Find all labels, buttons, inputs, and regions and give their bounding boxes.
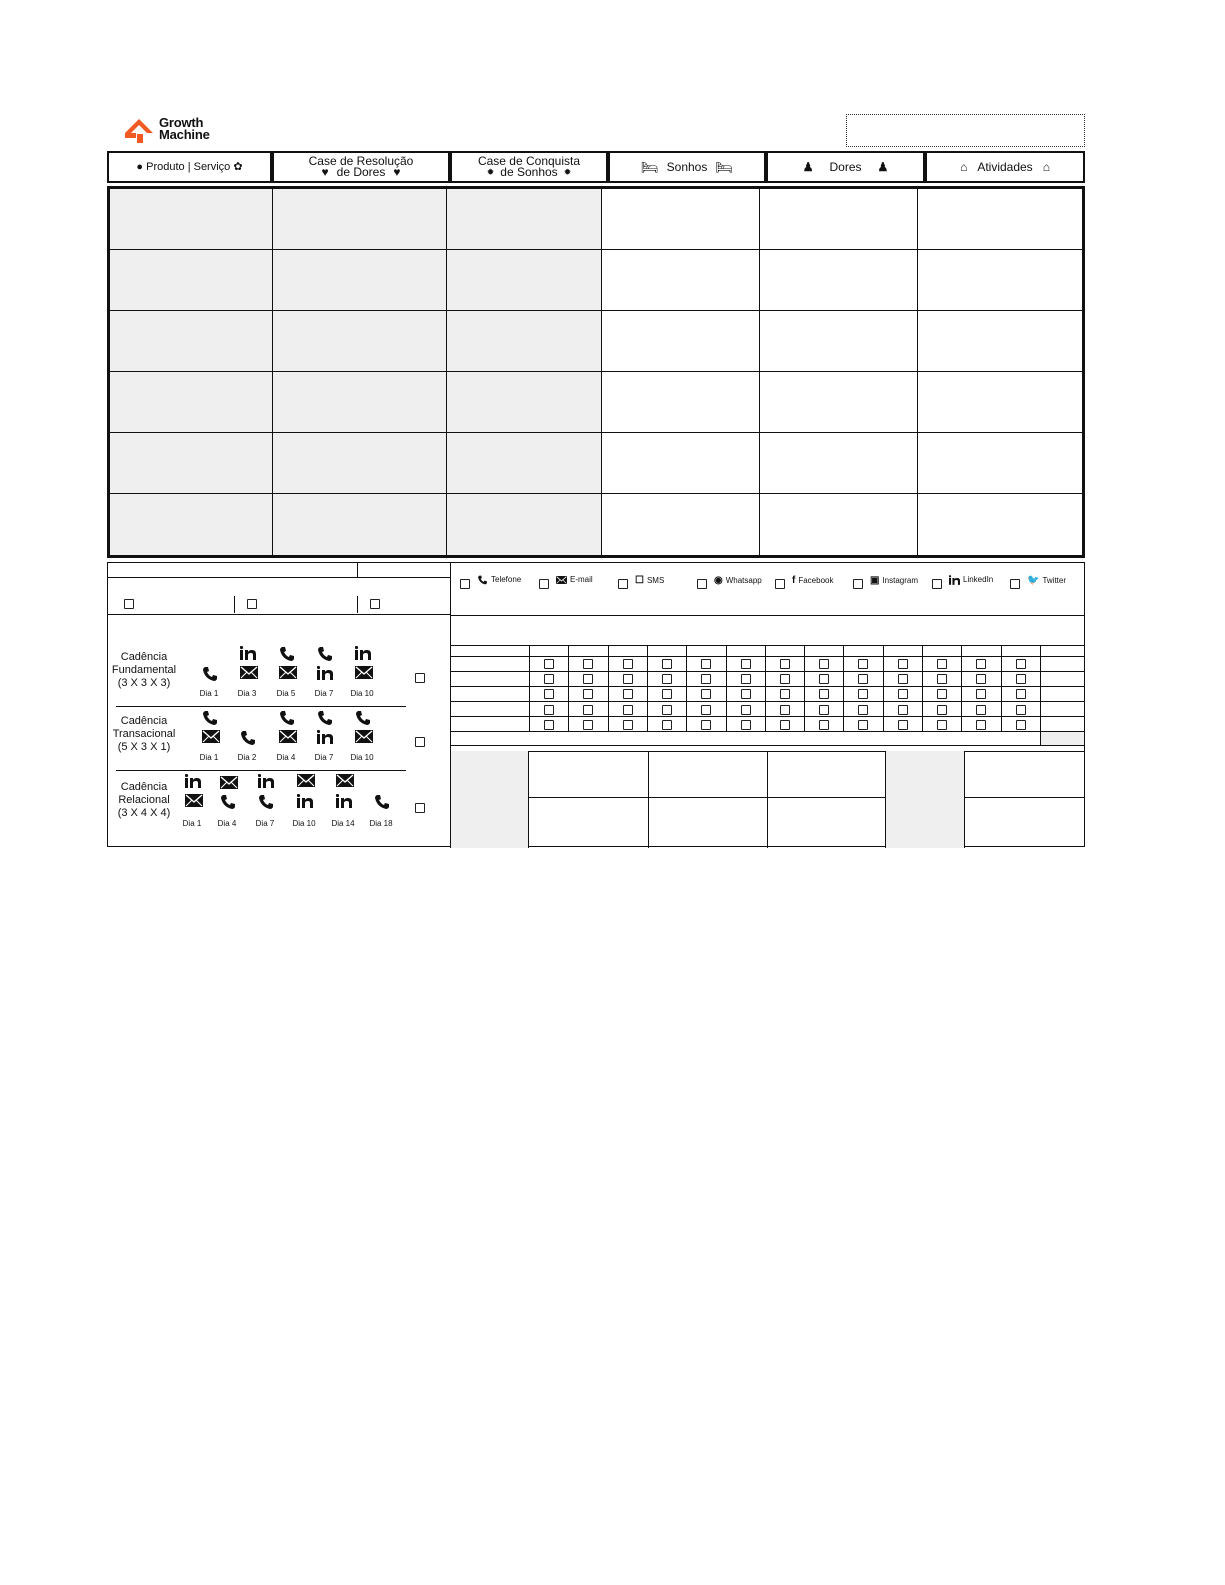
activity-checkbox[interactable] (741, 705, 751, 715)
activity-checkbox[interactable] (701, 705, 711, 715)
grid-cell[interactable] (602, 494, 760, 555)
phone-icon (220, 794, 236, 815)
activity-checkbox[interactable] (858, 705, 868, 715)
email-icon (185, 794, 203, 812)
cadence-day-label: Dia 4 (217, 819, 237, 828)
grid-cell[interactable] (273, 311, 447, 372)
grid-cell[interactable] (110, 372, 273, 433)
channel-e-mail: E-mail (556, 575, 593, 585)
cadence-day-label: Dia 7 (255, 819, 275, 828)
activity-checkbox[interactable] (662, 674, 672, 684)
grid-cell[interactable] (447, 433, 602, 494)
activity-checkbox[interactable] (583, 720, 593, 730)
activity-checkbox[interactable] (544, 689, 554, 699)
activity-checkbox[interactable] (741, 689, 751, 699)
grid-cell[interactable] (760, 433, 918, 494)
cadence-day-label: Dia 14 (331, 819, 355, 828)
grid-cell[interactable] (918, 189, 1082, 250)
cadence-checkbox[interactable] (415, 803, 425, 813)
activity-checkbox[interactable] (583, 674, 593, 684)
grid-cell[interactable] (273, 372, 447, 433)
linkedin-icon (258, 774, 274, 793)
grid-cell[interactable] (110, 189, 273, 250)
growth-machine-logo (124, 116, 244, 146)
star-icon: ✹ (486, 167, 495, 177)
cadence-day-label: Dia 1 (199, 689, 219, 698)
activity-checkbox[interactable] (937, 720, 947, 730)
header-sonhos: 🛏 Sonhos 🛏 (608, 151, 766, 183)
grid-cell[interactable] (918, 433, 1082, 494)
activity-checkbox[interactable] (623, 689, 633, 699)
activity-checkbox[interactable] (819, 720, 829, 730)
grid-cell[interactable] (602, 433, 760, 494)
channel-checkbox-twitter[interactable] (1010, 579, 1020, 589)
option-checkbox-1[interactable] (124, 599, 134, 609)
grid-cell[interactable] (447, 494, 602, 555)
star-icon: ✹ (563, 167, 572, 177)
whatsapp-icon: ◉ (714, 575, 723, 586)
grid-cell[interactable] (110, 311, 273, 372)
grid-cell[interactable] (110, 433, 273, 494)
grid-cell[interactable] (918, 311, 1082, 372)
cadence-day-label: Dia 2 (237, 753, 257, 762)
heart-icon: ♥ (393, 165, 401, 179)
linkedin-icon (185, 774, 201, 793)
header-case-conquista: Case de Conquista ✹ de Sonhos ✹ (450, 151, 608, 183)
email-icon (336, 774, 354, 792)
channel-twitter: 🐦 Twitter (1027, 575, 1067, 586)
phone-icon (317, 646, 333, 667)
linkedin-icon (240, 646, 256, 665)
option-checkbox-3[interactable] (370, 599, 380, 609)
logo-icon (124, 118, 154, 144)
activity-checkbox[interactable] (1016, 674, 1026, 684)
bed-icon: 🛏 (715, 158, 734, 175)
activity-checkbox[interactable] (623, 674, 633, 684)
linkedin-icon (949, 575, 960, 584)
activity-checkbox[interactable] (701, 659, 711, 669)
phone-icon (202, 666, 218, 687)
linkedin-icon (317, 730, 333, 749)
activity-checkbox[interactable] (898, 674, 908, 684)
activity-checkbox[interactable] (662, 705, 672, 715)
activity-checkbox[interactable] (780, 659, 790, 669)
grid-cell[interactable] (273, 189, 447, 250)
option-checkbox-2[interactable] (247, 599, 257, 609)
grid-cell[interactable] (447, 189, 602, 250)
grid-cell[interactable] (760, 250, 918, 311)
channel-checkbox-facebook[interactable] (775, 579, 785, 589)
header-dores: ♟ Dores ♟ (766, 151, 925, 183)
grid-cell[interactable] (760, 189, 918, 250)
activity-icon: ⌂ (1042, 159, 1050, 174)
cadence-day-label: Dia 4 (276, 753, 296, 762)
email-icon (202, 730, 220, 748)
activity-checkbox[interactable] (937, 659, 947, 669)
grid-cell[interactable] (110, 494, 273, 555)
activity-checkbox[interactable] (1016, 689, 1026, 699)
phone-icon (279, 646, 295, 667)
grid-cell[interactable] (447, 372, 602, 433)
activity-checkbox[interactable] (976, 705, 986, 715)
facebook-icon: f (792, 575, 796, 586)
cadence-day-label: Dia 7 (314, 753, 334, 762)
channel-checkbox-instagram[interactable] (853, 579, 863, 589)
email-icon (355, 730, 373, 748)
cadence-day-label: Dia 10 (350, 689, 374, 698)
activity-checkbox[interactable] (741, 720, 751, 730)
activity-checkbox[interactable] (623, 720, 633, 730)
channel-facebook: f Facebook (792, 575, 834, 586)
grid-cell[interactable] (918, 372, 1082, 433)
bed-icon: 🛏 (640, 158, 659, 175)
activity-checkbox[interactable] (544, 659, 554, 669)
email-icon (279, 730, 297, 748)
e-mail-icon (556, 575, 567, 584)
activity-checkbox[interactable] (623, 705, 633, 715)
cadence-day-label: Dia 1 (182, 819, 202, 828)
channel-checkbox-e-mail[interactable] (539, 579, 549, 589)
activity-checkbox[interactable] (583, 705, 593, 715)
channel-telefone: Telefone (477, 575, 521, 585)
name-field[interactable] (846, 114, 1085, 147)
activity-checkbox[interactable] (819, 705, 829, 715)
activity-checkbox[interactable] (701, 720, 711, 730)
grid-cell[interactable] (602, 372, 760, 433)
activity-checkbox[interactable] (898, 705, 908, 715)
activity-checkbox[interactable] (937, 705, 947, 715)
activity-checkbox[interactable] (819, 659, 829, 669)
cadence-day-label: Dia 10 (350, 753, 374, 762)
email-icon (355, 666, 373, 684)
channel-sms: ☐ SMS (635, 575, 665, 586)
activity-checkbox[interactable] (623, 659, 633, 669)
activity-checkbox[interactable] (819, 689, 829, 699)
heart-icon: ♥ (321, 165, 329, 179)
phone-icon (317, 710, 333, 731)
channel-checkbox-linkedin[interactable] (932, 579, 942, 589)
logo-text: Growth Machine (159, 115, 210, 142)
channel-checkbox-whatsapp[interactable] (697, 579, 707, 589)
phone-icon (374, 794, 390, 815)
activity-checkbox[interactable] (780, 705, 790, 715)
phone-icon (202, 710, 218, 731)
channel-linkedin: LinkedIn (949, 575, 993, 585)
activity-checkbox[interactable] (898, 689, 908, 699)
activity-checkbox[interactable] (701, 674, 711, 684)
grid-cell[interactable] (760, 311, 918, 372)
activity-checkbox[interactable] (1016, 705, 1026, 715)
grid-cell[interactable] (273, 433, 447, 494)
channel-instagram: ▣ Instagram (870, 575, 919, 586)
activity-checkbox[interactable] (544, 674, 554, 684)
grid-cell[interactable] (602, 311, 760, 372)
activity-checkbox[interactable] (898, 659, 908, 669)
linkedin-icon (355, 646, 371, 665)
channel-checkbox-sms[interactable] (618, 579, 628, 589)
cadence-title: Cadência Transacional (5 X 3 X 1) (112, 715, 176, 753)
activity-checkbox[interactable] (701, 689, 711, 699)
cadence-section (107, 562, 1085, 847)
activity-checkbox[interactable] (976, 689, 986, 699)
cadence-checkbox[interactable] (415, 673, 425, 683)
person-pain-icon: ♟ (877, 159, 889, 174)
activity-icon: ⌂ (960, 159, 968, 174)
activity-checkbox[interactable] (741, 674, 751, 684)
email-icon (297, 774, 315, 792)
grid-cell[interactable] (110, 250, 273, 311)
sms-icon: ☐ (635, 575, 644, 586)
cadence-day-label: Dia 3 (237, 689, 257, 698)
activity-checkbox[interactable] (544, 720, 554, 730)
grid-cell[interactable] (918, 250, 1082, 311)
twitter-icon: 🐦 (1027, 575, 1040, 586)
cadence-day-label: Dia 7 (314, 689, 334, 698)
email-icon (279, 666, 297, 684)
activity-checkbox[interactable] (780, 674, 790, 684)
grid-cell[interactable] (273, 494, 447, 555)
phone-icon (240, 730, 256, 751)
activity-checkbox[interactable] (662, 659, 672, 669)
phone-icon (258, 794, 274, 815)
activity-checkbox[interactable] (858, 689, 868, 699)
activity-checkbox[interactable] (583, 689, 593, 699)
activity-checkbox[interactable] (976, 720, 986, 730)
activity-checkbox[interactable] (583, 659, 593, 669)
activity-checkbox[interactable] (819, 674, 829, 684)
linkedin-icon (336, 794, 352, 813)
grid-cell[interactable] (760, 372, 918, 433)
bottom-label-box-2 (885, 751, 965, 848)
linkedin-icon (297, 794, 313, 813)
grid-cell[interactable] (602, 189, 760, 250)
header-atividades: ⌂ Atividades ⌂ (925, 151, 1085, 183)
bottom-label-box (451, 751, 529, 848)
cadence-day-label: Dia 1 (199, 753, 219, 762)
instagram-icon: ▣ (870, 575, 880, 586)
header-case-resolucao: Case de Resolução ♥ de Dores ♥ (272, 151, 450, 183)
activity-checkbox[interactable] (741, 659, 751, 669)
channel-checkbox-telefone[interactable] (460, 579, 470, 589)
activity-checkbox[interactable] (780, 689, 790, 699)
activity-checkbox[interactable] (976, 674, 986, 684)
grid-cell[interactable] (760, 494, 918, 555)
activity-checkbox[interactable] (780, 720, 790, 730)
phone-icon (279, 710, 295, 731)
activity-checkbox[interactable] (937, 689, 947, 699)
activity-checkbox[interactable] (1016, 720, 1026, 730)
linkedin-icon (317, 666, 333, 685)
channel-whatsapp: ◉ Whatsapp (714, 575, 762, 586)
grid-cell[interactable] (602, 250, 760, 311)
phone-icon (355, 710, 371, 731)
grid-cell[interactable] (447, 311, 602, 372)
grid-cell[interactable] (918, 494, 1082, 555)
grid-cell[interactable] (273, 250, 447, 311)
cadence-checkbox[interactable] (415, 737, 425, 747)
person-pain-icon: ♟ (802, 159, 814, 174)
activity-checkbox[interactable] (544, 705, 554, 715)
cadence-day-label: Dia 18 (369, 819, 393, 828)
cadence-title: Cadência Relacional (3 X 4 X 4) (117, 781, 171, 819)
activity-checkbox[interactable] (976, 659, 986, 669)
cadence-day-label: Dia 5 (276, 689, 296, 698)
email-icon (240, 666, 258, 684)
header-produto: ● Produto | Serviço ✿ (107, 151, 272, 183)
activity-checkbox[interactable] (937, 674, 947, 684)
activity-checkbox[interactable] (1016, 659, 1026, 669)
activity-checkbox[interactable] (858, 720, 868, 730)
activity-checkbox[interactable] (662, 689, 672, 699)
email-icon (220, 776, 238, 794)
telefone-icon (477, 575, 488, 584)
grid-cell[interactable] (447, 250, 602, 311)
activity-checkbox[interactable] (898, 720, 908, 730)
activity-checkbox[interactable] (662, 720, 672, 730)
activity-checkbox[interactable] (858, 659, 868, 669)
cadence-title: Cadência Fundamental (3 X 3 X 3) (111, 651, 177, 689)
cadence-day-label: Dia 10 (292, 819, 316, 828)
persona-grid (107, 186, 1085, 558)
activity-checkbox[interactable] (858, 674, 868, 684)
